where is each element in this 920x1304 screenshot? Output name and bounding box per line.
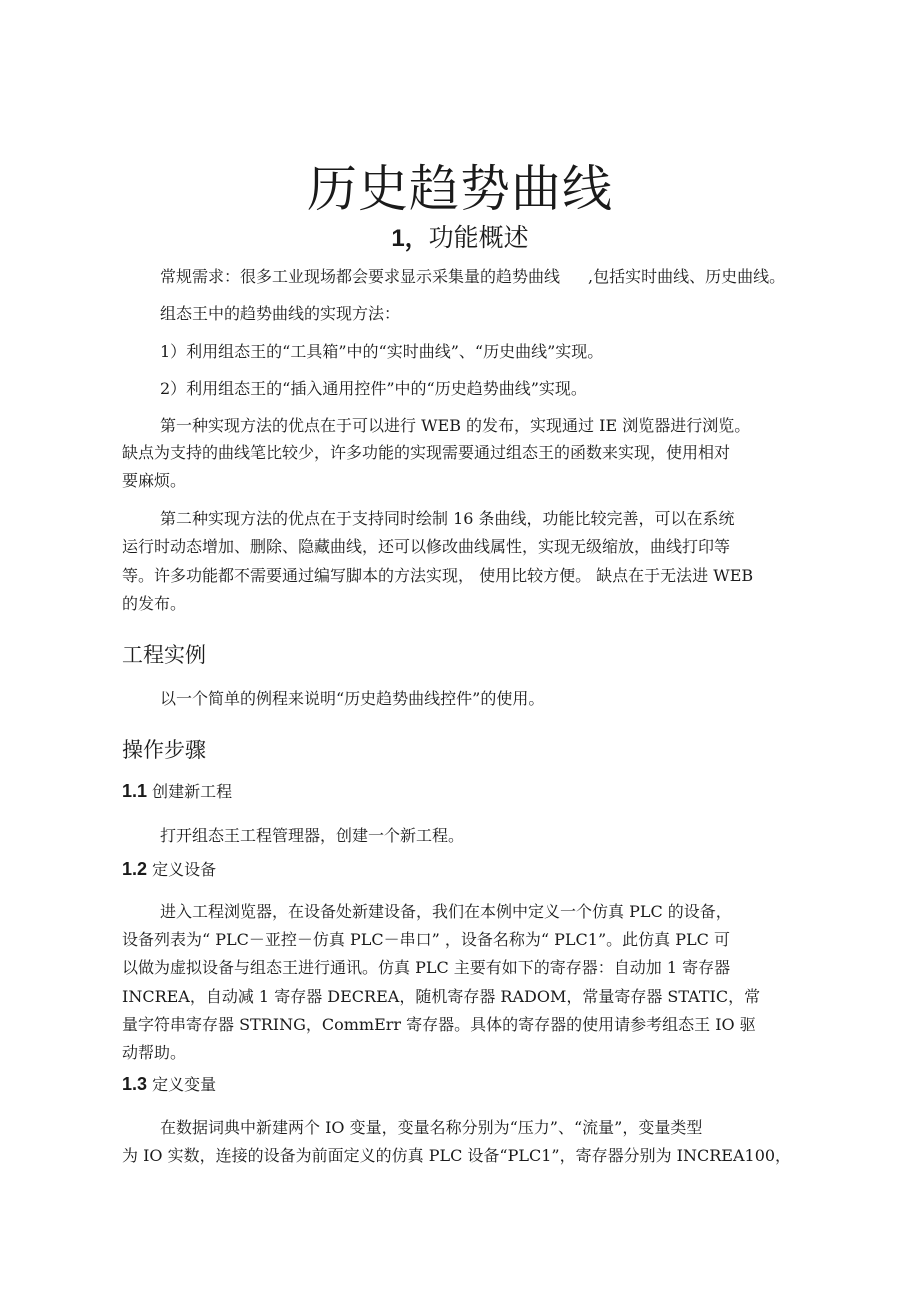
paragraph-line: 以做为虚拟设备与组态王进行通讯。仿真 PLC 主要有如下的寄存器：自动加 1 寄存器: [122, 958, 731, 977]
text-line: ,包括实时曲线、历史曲线。: [588, 267, 786, 286]
section-number: 1，: [391, 225, 429, 252]
page-title: 历史趋势曲线: [307, 160, 613, 218]
step-heading-1-3: [122, 1070, 216, 1099]
step-number: 1.2: [122, 859, 148, 879]
paragraph-line: 运行时动态增加、删除、隐藏曲线，还可以修改曲线属性，实现无级缩放，曲线打印等: [122, 537, 731, 556]
method-item-1: 1）利用组态王的“工具箱”中的“实时曲线”、“历史曲线”实现。: [160, 342, 604, 361]
step-title: 定义变量: [152, 1075, 217, 1094]
paragraph-line: INCREA，自动减 1 寄存器 DECREA，随机寄存器 RADOM，常量寄存器 STATIC，常: [122, 987, 761, 1006]
paragraph-line: 在数据词典中新建两个 IO 变量，变量名称分别为“压力”、“流量”，变量类型: [160, 1118, 703, 1137]
paragraph-line: 缺点为支持的曲线笔比较少，许多功能的实现需要通过组态王的函数来实现，使用相对: [122, 443, 731, 462]
step-number: 1.1: [122, 781, 148, 801]
step-paragraph: 打开组态王工程管理器，创建一个新工程。: [160, 826, 465, 845]
paragraph-line: 设备列表为“ PLC－亚控－仿真 PLC－串口” ，设备名称为“ PLC1”。此仿真 PLC 可: [122, 930, 730, 949]
text-line: 常规需求：很多工业现场都会要求显示采集量的趋势曲线: [160, 267, 561, 286]
step-title: 定义设备: [152, 860, 217, 879]
paragraph-line: 为 IO 实数，连接的设备为前面定义的仿真 PLC 设备“PLC1”，寄存器分别为 INCREA100，: [122, 1146, 792, 1165]
heading-example: 工程实例: [122, 643, 206, 667]
overview-paragraph-2: 组态王中的趋势曲线的实现方法：: [160, 304, 401, 323]
method-item-2: 2）利用组态王的“插入通用控件”中的“历史趋势曲线”实现。: [160, 379, 587, 398]
step-number: 1.3: [122, 1074, 148, 1094]
paragraph-line: 第二种实现方法的优点在于支持同时绘制 16 条曲线，功能比较完善，可以在系统: [160, 509, 735, 528]
paragraph-line: 量字符串寄存器 STRING，CommErr 寄存器。具体的寄存器的使用请参考组态王 IO 驱: [122, 1015, 756, 1034]
step-title: 创建新工程: [152, 782, 233, 801]
example-paragraph: 以一个简单的例程来说明“历史趋势曲线控件”的使用。: [160, 689, 545, 708]
section-title-text: 功能概述: [428, 223, 529, 252]
paragraph-line: 等。许多功能都不需要通过编写脚本的方法实现， 使用比较方便。 缺点在于无法进 WEB: [122, 566, 754, 585]
paragraph-line: 要麻烦。: [122, 471, 187, 490]
section-title-overview: [0, 221, 920, 256]
paragraph-line: 动帮助。: [122, 1043, 187, 1062]
paragraph-line: 进入工程浏览器，在设备处新建设备，我们在本例中定义一个仿真 PLC 的设备，: [160, 902, 732, 921]
step-heading-1-2: [122, 855, 216, 884]
paragraph-line: 第一种实现方法的优点在于可以进行 WEB 的发布，实现通过 IE 浏览器进行浏览。: [160, 416, 751, 435]
heading-steps: 操作步骤: [122, 738, 206, 762]
overview-paragraph-1: [160, 263, 785, 291]
paragraph-line: 的发布。: [122, 594, 187, 613]
step-heading-1-1: [122, 777, 232, 806]
